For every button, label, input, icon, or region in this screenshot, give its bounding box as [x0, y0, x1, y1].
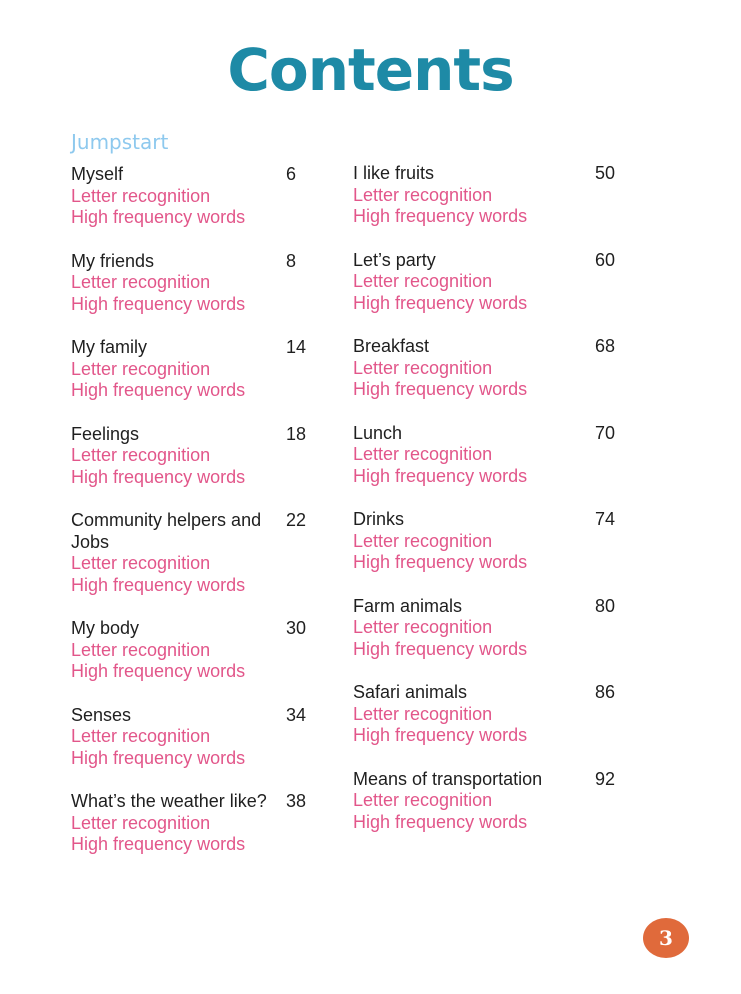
entry-subtopic: Letter recognition — [353, 444, 493, 465]
entry-page-number: 34 — [286, 704, 307, 725]
entry-title: Lunch — [353, 422, 403, 443]
toc-entry[interactable] — [353, 163, 623, 250]
toc-entry[interactable] — [71, 705, 341, 792]
entry-title: Breakfast — [353, 336, 430, 356]
entry-page-number: 38 — [286, 791, 307, 811]
entry-title: Means of transportation — [353, 768, 543, 789]
entry-subtopic: High frequency words — [71, 747, 246, 768]
entry-title: Myself — [71, 164, 124, 184]
entry-title: I like fruits — [353, 163, 435, 183]
entry-title: Farm animals — [353, 595, 463, 616]
entry-subtopic: Letter recognition — [71, 553, 211, 574]
page-title: Contents — [227, 36, 514, 104]
entry-page-number: 14 — [286, 337, 307, 357]
entry-subtopic: Letter recognition — [353, 790, 493, 811]
entry-subtopic: Letter recognition — [353, 530, 493, 551]
entry-page-number: 30 — [286, 618, 307, 638]
entry-subtopic: High frequency words — [353, 292, 528, 313]
toc-entry[interactable] — [71, 251, 341, 338]
entry-page-number: 70 — [595, 422, 616, 443]
entry-subtopic: High frequency words — [353, 811, 528, 832]
entry-title: Community helpers and Jobs — [71, 510, 262, 552]
entry-subtopic: Letter recognition — [71, 272, 211, 293]
contents-right-column — [353, 163, 623, 855]
toc-entry[interactable] — [353, 509, 623, 596]
entry-page-number: 60 — [595, 249, 616, 270]
entry-title: Safari animals — [353, 682, 468, 702]
entry-title: Senses — [71, 704, 132, 725]
toc-entry[interactable] — [353, 336, 623, 423]
entry-subtopic: Letter recognition — [353, 357, 493, 378]
entry-title: My body — [71, 618, 140, 638]
entry-subtopic: High frequency words — [353, 638, 528, 659]
entry-subtopic: High frequency words — [353, 725, 528, 746]
entry-page-number: 6 — [286, 164, 297, 184]
toc-entry[interactable] — [353, 682, 623, 769]
entry-page-number: 18 — [286, 423, 307, 444]
toc-entry[interactable] — [71, 164, 341, 251]
toc-entry[interactable] — [71, 337, 341, 424]
toc-entry[interactable] — [353, 596, 623, 683]
entry-subtopic: Letter recognition — [71, 358, 211, 379]
entry-page-number: 74 — [595, 509, 616, 529]
entry-page-number: 86 — [595, 682, 616, 702]
entry-subtopic: High frequency words — [353, 552, 528, 573]
entry-title: My family — [71, 337, 147, 357]
entry-subtopic: Letter recognition — [353, 184, 493, 205]
entry-page-number: 92 — [595, 768, 616, 789]
contents-left-column — [71, 164, 341, 878]
toc-entry[interactable] — [353, 423, 623, 510]
entry-page-number: 68 — [595, 336, 616, 356]
entry-subtopic: High frequency words — [71, 207, 246, 228]
toc-entry[interactable] — [71, 424, 341, 511]
entry-subtopic: Letter recognition — [71, 726, 211, 747]
entry-subtopic: Letter recognition — [71, 639, 211, 660]
section-heading: Jumpstart — [71, 130, 169, 154]
entry-page-number: 50 — [595, 163, 616, 183]
page-number-badge: 3 — [643, 918, 689, 958]
toc-entry[interactable] — [71, 791, 341, 878]
toc-entry[interactable] — [353, 769, 623, 856]
entry-subtopic: Letter recognition — [71, 445, 211, 466]
entry-subtopic: Letter recognition — [71, 812, 211, 833]
entry-subtopic: High frequency words — [71, 293, 246, 314]
entry-title: Let’s party — [353, 249, 436, 270]
toc-entry[interactable] — [71, 510, 341, 618]
entry-page-number: 80 — [595, 595, 616, 616]
entry-page-number: 8 — [286, 250, 297, 271]
entry-subtopic: Letter recognition — [353, 703, 493, 724]
entry-title: Drinks — [353, 509, 405, 529]
entry-title: Feelings — [71, 423, 140, 444]
entry-subtopic: High frequency words — [71, 380, 246, 401]
entry-subtopic: High frequency words — [71, 834, 246, 855]
entry-subtopic: Letter recognition — [353, 271, 493, 292]
entry-title: My friends — [71, 250, 155, 271]
entry-page-number: 22 — [286, 510, 307, 530]
entry-subtopic: High frequency words — [353, 379, 528, 400]
entry-subtopic: Letter recognition — [353, 617, 493, 638]
entry-subtopic: High frequency words — [353, 465, 528, 486]
entry-subtopic: High frequency words — [71, 574, 246, 595]
entry-subtopic: High frequency words — [353, 206, 528, 227]
entry-title: What’s the weather like? — [71, 791, 267, 811]
entry-subtopic: Letter recognition — [71, 185, 211, 206]
entry-subtopic: High frequency words — [71, 661, 246, 682]
toc-entry[interactable] — [71, 618, 341, 705]
entry-subtopic: High frequency words — [71, 466, 246, 487]
toc-entry[interactable] — [353, 250, 623, 337]
